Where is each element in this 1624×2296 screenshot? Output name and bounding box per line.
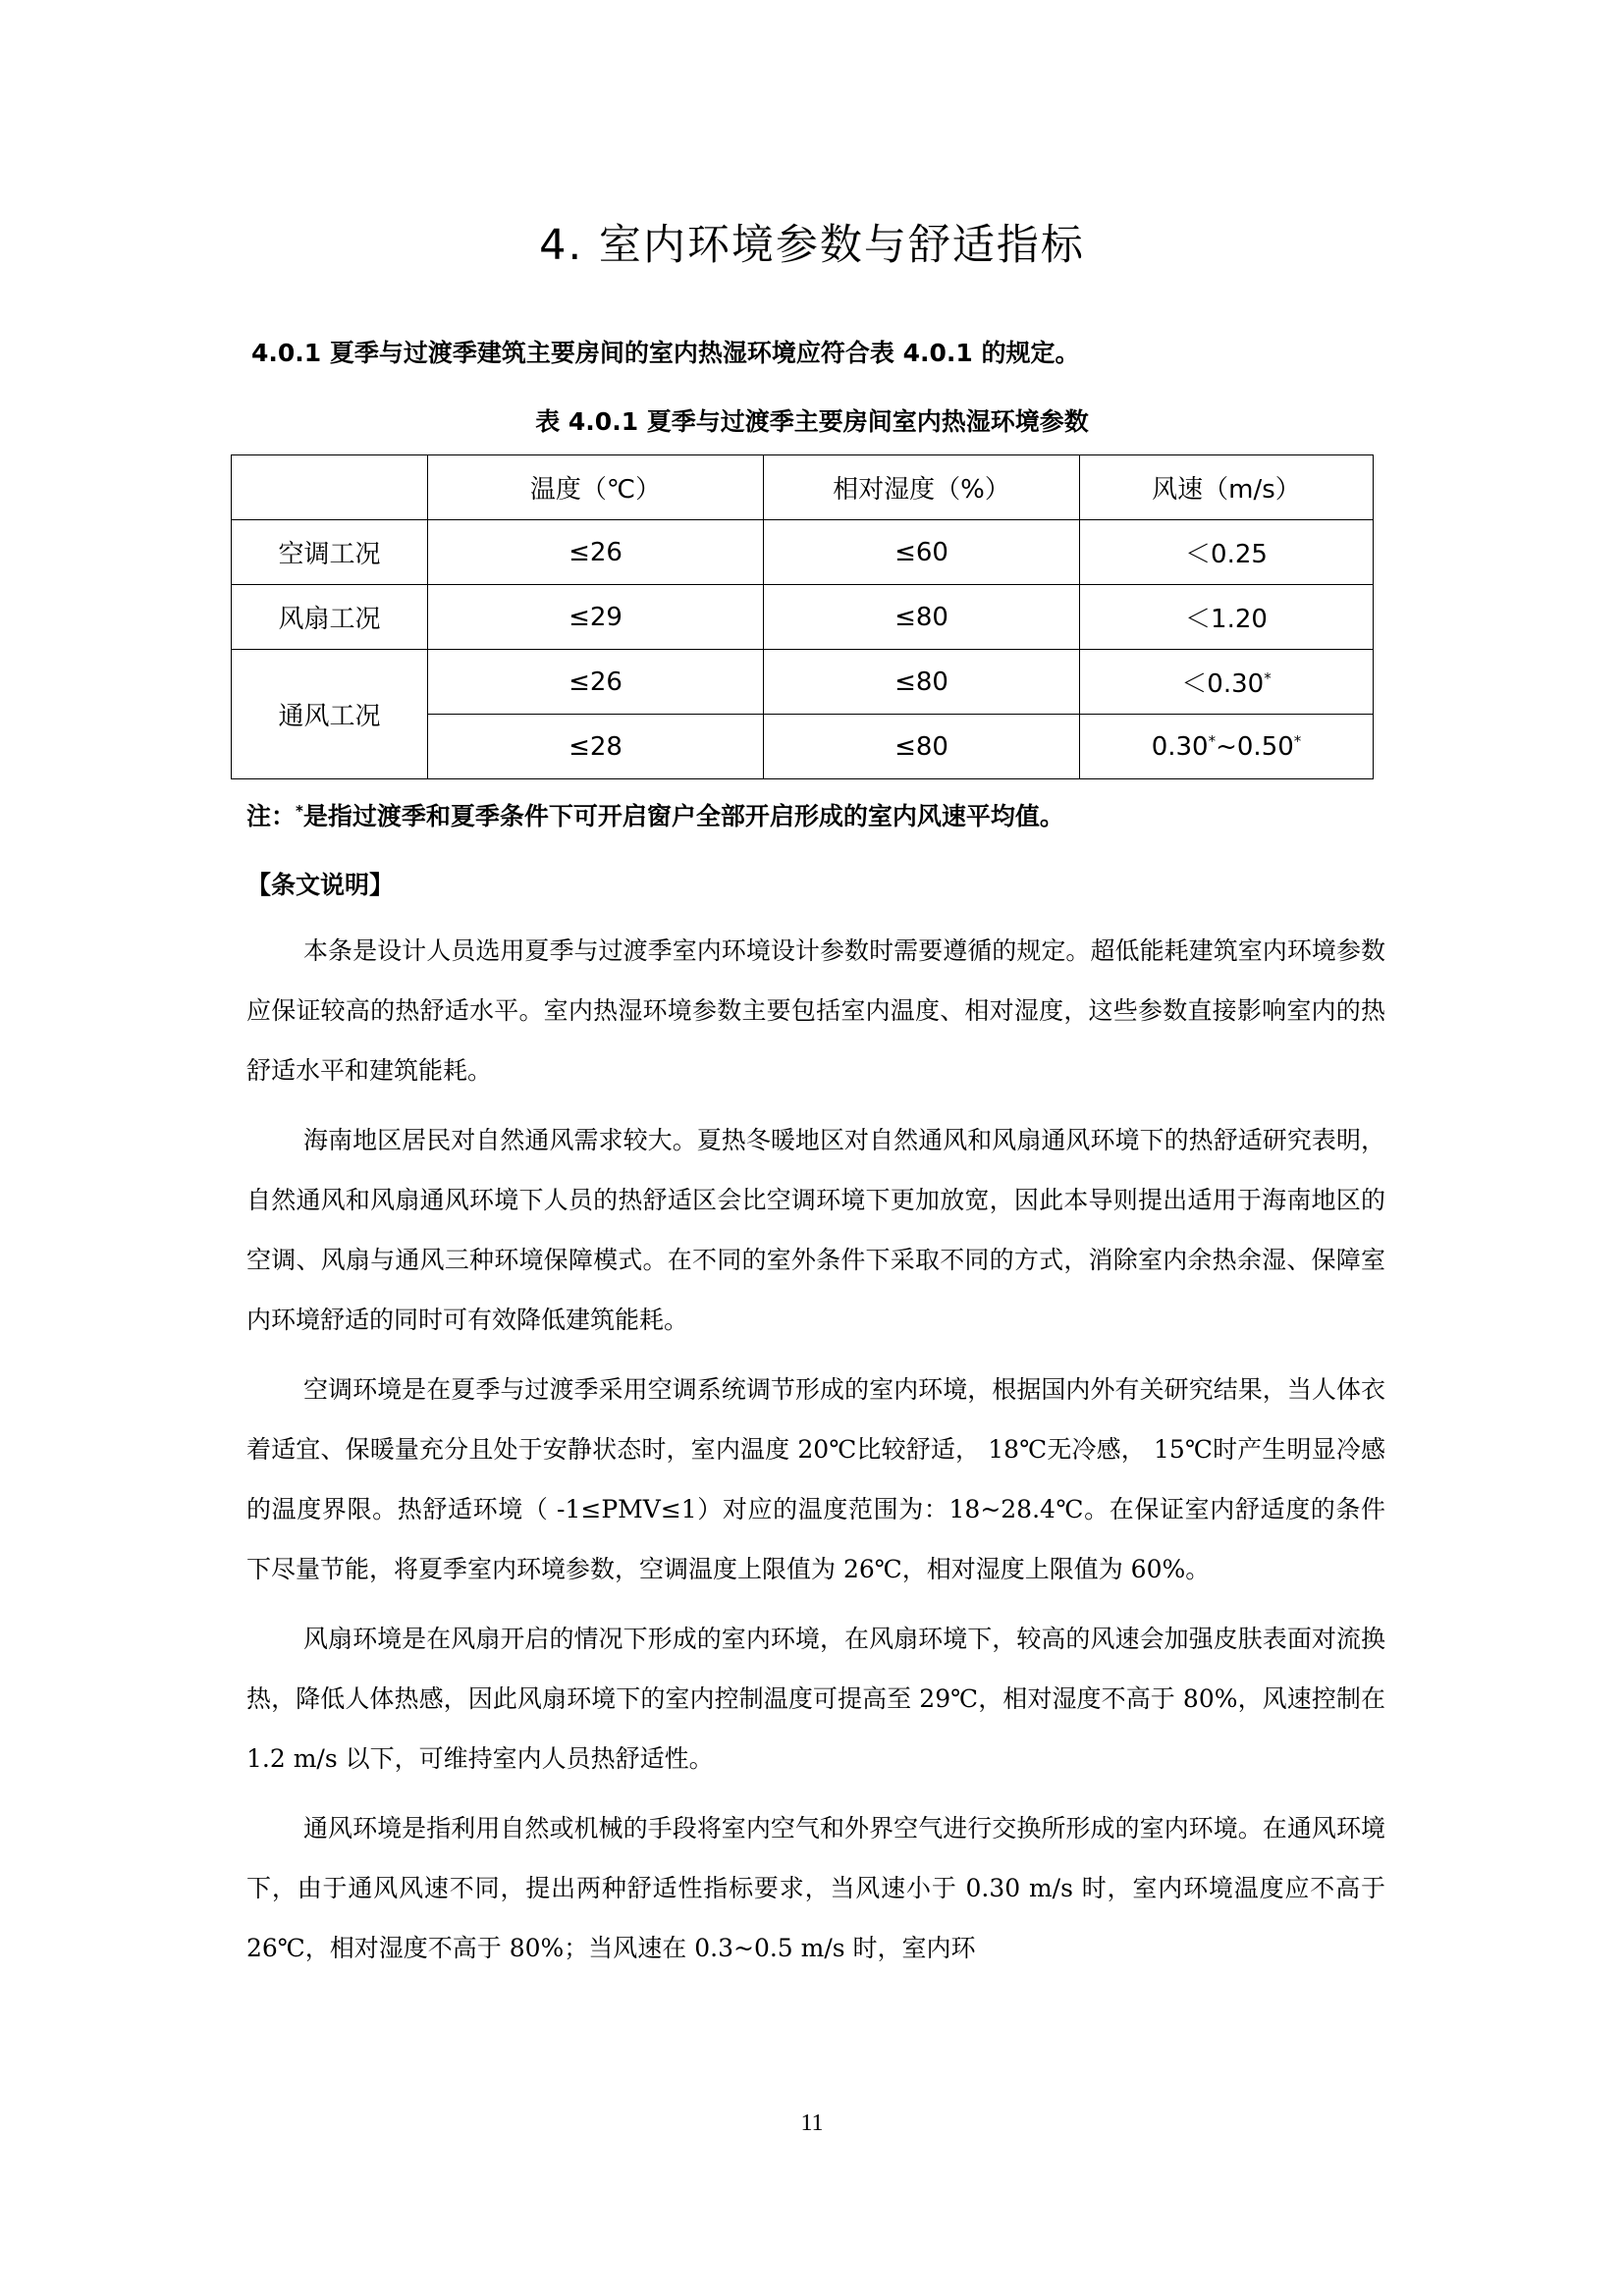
humidity-cell: ≤60 — [764, 520, 1080, 585]
range-separator: ~ — [1216, 731, 1237, 762]
chapter-title: 4. 室内环境参数与舒适指标 — [539, 221, 1085, 270]
table-row — [232, 650, 1374, 715]
footnote-marker: * — [1264, 669, 1272, 687]
wind-speed-high: 0.50 — [1236, 731, 1294, 762]
paragraph: 风扇环境是在风扇开启的情况下形成的室内环境，在风扇环境下，较高的风速会加强皮肤表面对流换热，降低人体热感，因此风扇环境下的室内控制温度可提高至 29℃，相对湿度不高于 80%，风速控制在 1.2 m/s 以下，可维持室内人员热舒适性。 — [246, 1625, 1385, 1773]
footnote-marker: * — [1293, 731, 1302, 750]
table-row — [232, 585, 1374, 650]
table-header-row — [232, 455, 1374, 520]
humidity-cell: ≤80 — [764, 650, 1080, 715]
humidity-cell: ≤80 — [764, 585, 1080, 650]
wind-speed-cell — [1080, 715, 1374, 779]
wind-speed-low: 0.30 — [1151, 731, 1209, 762]
row-label: 通风工况 — [232, 650, 428, 779]
wind-speed-value: ＜0.30 — [1181, 669, 1265, 699]
page-number: 11 — [800, 2110, 824, 2136]
temperature-cell: ≤29 — [428, 585, 764, 650]
note-prefix: 注： — [246, 802, 297, 830]
table-header-cell — [232, 455, 428, 520]
wind-speed-cell: ＜0.25 — [1080, 520, 1374, 585]
footnote-marker: * — [1208, 731, 1217, 750]
paragraph: 本条是设计人员选用夏季与过渡季室内环境设计参数时需要遵循的规定。超低能耗建筑室内环境参数应保证较高的热舒适水平。室内热湿环境参数主要包括室内温度、相对湿度，这些参数直接影响室内的热舒适水平和建筑能耗。 — [246, 936, 1385, 1085]
temperature-cell: ≤28 — [428, 715, 764, 779]
table-note — [246, 799, 1064, 834]
temperature-cell: ≤26 — [428, 520, 764, 585]
explanation-body — [246, 921, 1385, 1988]
table-header-cell: 相对湿度（%） — [764, 455, 1080, 520]
parameters-table — [231, 454, 1374, 779]
table-header-cell: 风速（m/s） — [1080, 455, 1374, 520]
note-text: 是指过渡季和夏季条件下可开启窗户全部开启形成的室内风速平均值。 — [302, 802, 1064, 830]
paragraph: 海南地区居民对自然通风需求较大。夏热冬暖地区对自然通风和风扇通风环境下的热舒适研究表明，自然通风和风扇通风环境下人员的热舒适区会比空调环境下更加放宽，因此本导则提出适用于海南地区的空调、风扇与通风三种环境保障模式。在不同的室外条件下采取不同的方式，消除室内余热余湿、保障室内环境舒适的同时可有效降低建筑能耗。 — [246, 1126, 1385, 1334]
table-header-cell: 温度（℃） — [428, 455, 764, 520]
wind-speed-cell — [1080, 650, 1374, 715]
table-row — [232, 520, 1374, 585]
temperature-cell: ≤26 — [428, 650, 764, 715]
clause-heading: 4.0.1 夏季与过渡季建筑主要房间的室内热湿环境应符合表 4.0.1 的规定。 — [251, 339, 1080, 367]
row-label: 风扇工况 — [232, 585, 428, 650]
explanation-heading: 【条文说明】 — [246, 871, 395, 899]
footnote-marker: * — [296, 802, 303, 820]
humidity-cell: ≤80 — [764, 715, 1080, 779]
row-label: 空调工况 — [232, 520, 428, 585]
paragraph: 空调环境是在夏季与过渡季采用空调系统调节形成的室内环境，根据国内外有关研究结果，当人体衣着适宜、保暖量充分且处于安静状态时，室内温度 20℃比较舒适， 18℃无冷感， 15℃时产生明显冷感的温度界限。热舒适环境（ -1≤PMV≤1）对应的温度范围为：18~28.4℃。在保证室内舒适度的条件下尽量节能，将夏季室内环境参数，空调温度上限值为 26℃，相对湿度上限值为 60%。 — [246, 1375, 1385, 1583]
table-caption: 表 4.0.1 夏季与过渡季主要房间室内热湿环境参数 — [535, 407, 1089, 436]
wind-speed-cell: ＜1.20 — [1080, 585, 1374, 650]
paragraph: 通风环境是指利用自然或机械的手段将室内空气和外界空气进行交换所形成的室内环境。在通风环境下，由于通风风速不同，提出两种舒适性指标要求，当风速小于 0.30 m/s 时，室内环境温度应不高于 26℃，相对湿度不高于 80%；当风速在 0.3~0.5 m/s 时，室内环 — [246, 1814, 1385, 1962]
